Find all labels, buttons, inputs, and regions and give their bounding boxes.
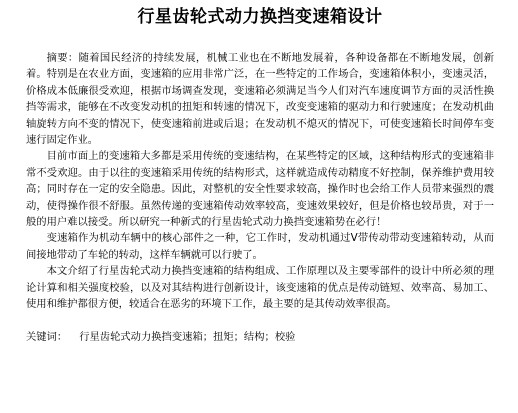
abstract-text: 随着国民经济的持续发展，机械工业也在不断地发展着，各种设备都在不断地发展，创新着。特别是在农业方面，变速箱的应用非常广泛，在一些特定的工作场合，变速箱体积小，变速灵活，价格成本低廉很受欢迎，根据市场调查发现，变速箱必须满足当今人们对汽车速度调节方面的灵活性换挡等需求，能够在不改变发动机的扭矩和转速的情况下，改变变速箱的驱动力和行驶速度；在发动机曲轴旋转方向不变的情况下，使变速箱前进或后退；在发动机不熄灭的情况下，可使变速箱长时间停车变速行固定作业。 [26, 52, 494, 147]
document-title: 行星齿轮式动力换挡变速箱设计 [137, 7, 383, 27]
body-paragraph-3: 变速箱作为机动车辆中的核心部件之一种，它工作时，发动机通过V带传动带动变速箱转动，从而间接地带动了车轮的转动，这样车辆就可以行驶了。 [26, 232, 494, 261]
abstract-label: 摘要： [46, 52, 79, 64]
keywords-line [26, 329, 494, 345]
body-paragraph-2: 目前市面上的变速箱大多都是采用传统的变速结构，在某些特定的区域，这种结构形式的变速箱非常不受欢迎。由于以往的变速箱采用传统的结构形式，这样就造成传动精度不好控制，保养维护费用较高；同时存在一定的安全隐患。因此，对整机的安全性要求较高，操作时也会给工作人员带来强烈的震动，使得操作很不舒服。虽然传递的变速箱传动效率较高，变速效果较好，但是价格也较昂贵，对于一般的用户难以接受。所以研究一种新式的行星齿轮式动力换挡变速箱势在必行！ [26, 150, 494, 229]
abstract-paragraph [26, 50, 494, 148]
keywords-label: 关键词： [26, 330, 68, 343]
body-paragraph-4: 本文介绍了行星齿轮式动力换挡变速箱的结构组成、工作原理以及主要零部件的设计中所必须的理论计算和相关强度校验，以及对其结构进行创新设计，该变速箱的优点是传动链短、效率高、易加工、使用和维护都很方便，较适合在恶劣的环境下工作，最主要的是其传动效率很高。 [26, 265, 494, 311]
keywords-text: 行星齿轮式动力换挡变速箱；扭矩；结构；校验 [79, 330, 296, 343]
